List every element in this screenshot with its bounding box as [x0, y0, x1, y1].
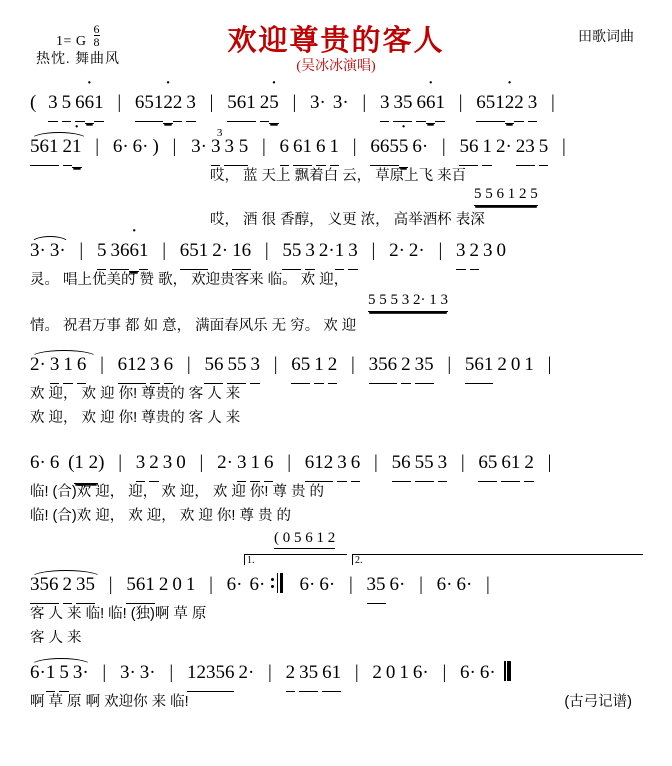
music-system-4 [30, 348, 642, 436]
notation-line-7: 6·1 5 3· | 3· 3· | 12356 2· | 2 35 61 | 2 0 1 6· | 6· 6· [30, 656, 642, 690]
lyrics-verse2-line5: 临! (合)欢 迎， 欢 迎， 欢 迎 你! 尊 贵 的 [30, 508, 291, 524]
tempo-marking: 热忱. 舞曲风 [36, 52, 120, 67]
lyrics-verse2-line6: 客 人 来 [30, 630, 82, 646]
notation-credit: (古弓记谱) [564, 694, 632, 710]
notation-line-2: 561 21 · | 6· 6· ) | 3 3· 3 3 5 | 6 61 6 1 | 6655 · 6· | 56 1 2· 23 5 | [30, 130, 642, 164]
volta-bracket-1: 1. [244, 554, 347, 565]
lyrics-verse1-line2: 哎， 蓝 天上 飘着白 云， 草原上飞 来百 [210, 168, 467, 184]
music-system-7 [30, 656, 642, 726]
notation-line-4: 2· 3 1 6 | 612 3 6 | 56 55 3 | 65 1 2 | 356 2 35 | 561 2 0 1 | [30, 348, 642, 382]
ossia-notes-line3: 5 5 5 3 2· 1 3 [368, 292, 448, 309]
volta-bracket-2: 2. [352, 554, 643, 565]
notation-line-5: 6· 6 (1 2) | 3 2 3 0 | 2· 3 1 6 | 612 3 6 | 56 55 3 | 65 61 2 | [30, 446, 642, 480]
lyrics-verse1-line4: 欢 迎， 欢 迎 你! 尊贵的 客 人 来 [30, 386, 241, 402]
ossia-notes-line2: 5 5 6 1 2 5 [474, 186, 538, 203]
key-label: 1= G [56, 34, 87, 49]
ossia-notes-line5: ( 0 5 6 1 2 [274, 530, 335, 547]
lyrics-verse2-line4: 欢 迎， 欢 迎 你! 尊贵的 客 人 来 [30, 410, 241, 426]
lyrics-verse1-line5: 临! (合)欢 迎， 迎， 欢 迎， 欢 迎 你! 尊 贵 的 [30, 484, 325, 500]
performer-subtitle: (吴冰冰演唱) [296, 59, 376, 74]
lyrics-verse2-line2: 哎， 酒 很 香醇， 义更 浓， 高举酒杯 表深 [210, 212, 485, 228]
page-title: 欢迎尊贵的客人 [227, 25, 445, 57]
music-system-5 [30, 446, 642, 548]
notation-line-6: 356 2 35 | 561 2 0 1 | 6· 6· 6· 6· | 35 6· | 6· 6· | [30, 568, 642, 602]
time-signature-numerator: 6 [93, 22, 101, 36]
lyrics-verse1-line6: 客 人 来 临! 临! (独)啊 草 原 [30, 606, 207, 622]
music-system-3 [30, 234, 642, 338]
music-system-1 [30, 86, 642, 130]
music-system-2 [30, 130, 642, 226]
time-signature-denominator: 8 [93, 35, 101, 49]
notation-line-1: ( 3 5 66 ·1 | 6512 ·2 3 | 561 25 · | 3· 3· | 3 35 66 ·1 | 6512 ·2 3 | [30, 86, 642, 120]
lyrics-verse1-line3: 灵。 唱上优美的 赞 歌， 欢迎贵客来 临。 欢 迎， [30, 272, 349, 288]
music-system-6 [30, 554, 642, 646]
lyrics-verse1-line7: 啊 草 原 啊 欢迎你 来 临! (古弓记谱) [30, 690, 642, 714]
composer-credit: 田歌词曲 [578, 30, 634, 45]
repeat-end-barline [274, 573, 283, 593]
final-barline [504, 661, 511, 681]
sheet-header [0, 0, 672, 86]
notation-line-3: 3· 3· | 5 366 ·1 | 651 2· 16 | 55 3 2·1 3 | 2· 2· | 3 2 3 0 [30, 234, 642, 268]
lyrics-verse2-line3: 情。 祝君万事 都 如 意， 满面春风乐 无 穷。 欢 迎 [30, 318, 357, 334]
